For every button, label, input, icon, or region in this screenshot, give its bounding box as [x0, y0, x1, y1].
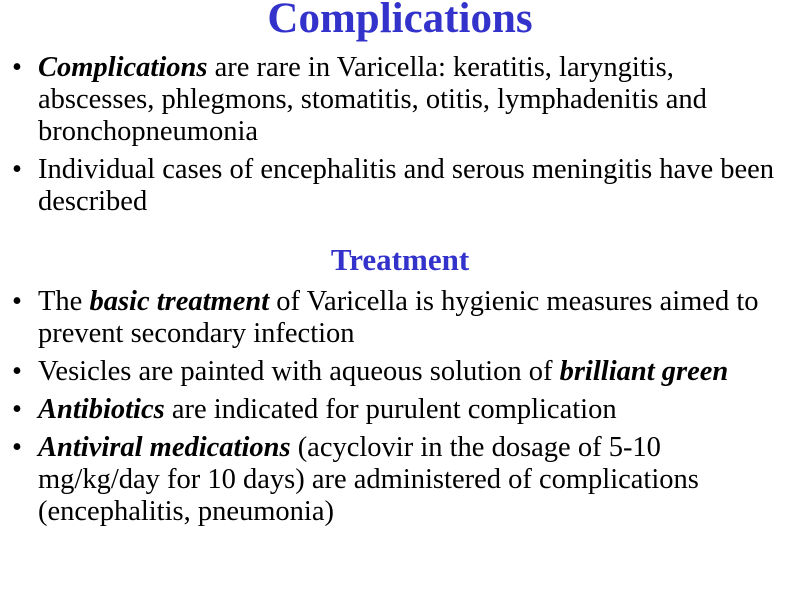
bullet-text	[38, 432, 778, 528]
emphasized-text: Complications	[38, 52, 208, 83]
body-text: are rare in Varicella: keratitis, laryngitis, abscesses, phlegmons, stomatitis, otitis, lymphadenitis and bronchopneumonia	[38, 52, 707, 147]
emphasized-text: brilliant green	[559, 356, 729, 387]
bullet-text	[38, 356, 778, 388]
bullet-text	[38, 394, 778, 426]
bullet-dot: •	[12, 286, 22, 317]
bullet-text	[38, 52, 778, 148]
bullet-item	[0, 394, 798, 426]
body-text: are indicated for purulent complication	[164, 394, 617, 425]
emphasized-text: Antiviral medications	[38, 432, 291, 463]
bullet-dot: •	[12, 432, 22, 463]
body-text: The	[38, 286, 90, 317]
body-text: Individual cases of encephalitis and serous meningitis have been described	[38, 154, 775, 217]
bullet-item	[0, 356, 798, 388]
bullet-item	[0, 432, 798, 528]
treatment-list	[0, 286, 798, 534]
bullet-dot: •	[12, 154, 22, 185]
body-text: (acyclovir in the dosage of 5-10 mg/kg/day for 10 days) are administered of complications (encephalitis, pneumonia)	[38, 432, 699, 527]
body-text: Vesicles are painted with aqueous solution of	[38, 356, 560, 387]
bullet-dot: •	[12, 356, 22, 387]
complications-list	[0, 52, 798, 224]
bullet-item	[0, 52, 798, 148]
body-text: of Varicella is hygienic measures aimed to prevent secondary infection	[38, 286, 759, 349]
bullet-dot: •	[12, 52, 22, 83]
treatment-heading: Treatment	[330, 242, 470, 277]
emphasized-text: basic treatment	[89, 286, 270, 317]
bullet-text	[38, 286, 778, 350]
bullet-item	[0, 286, 798, 350]
bullet-dot: •	[12, 394, 22, 425]
bullet-text	[38, 154, 778, 218]
slide-title: Complications	[267, 0, 533, 42]
emphasized-text: Antibiotics	[38, 394, 165, 425]
bullet-item	[0, 154, 798, 218]
